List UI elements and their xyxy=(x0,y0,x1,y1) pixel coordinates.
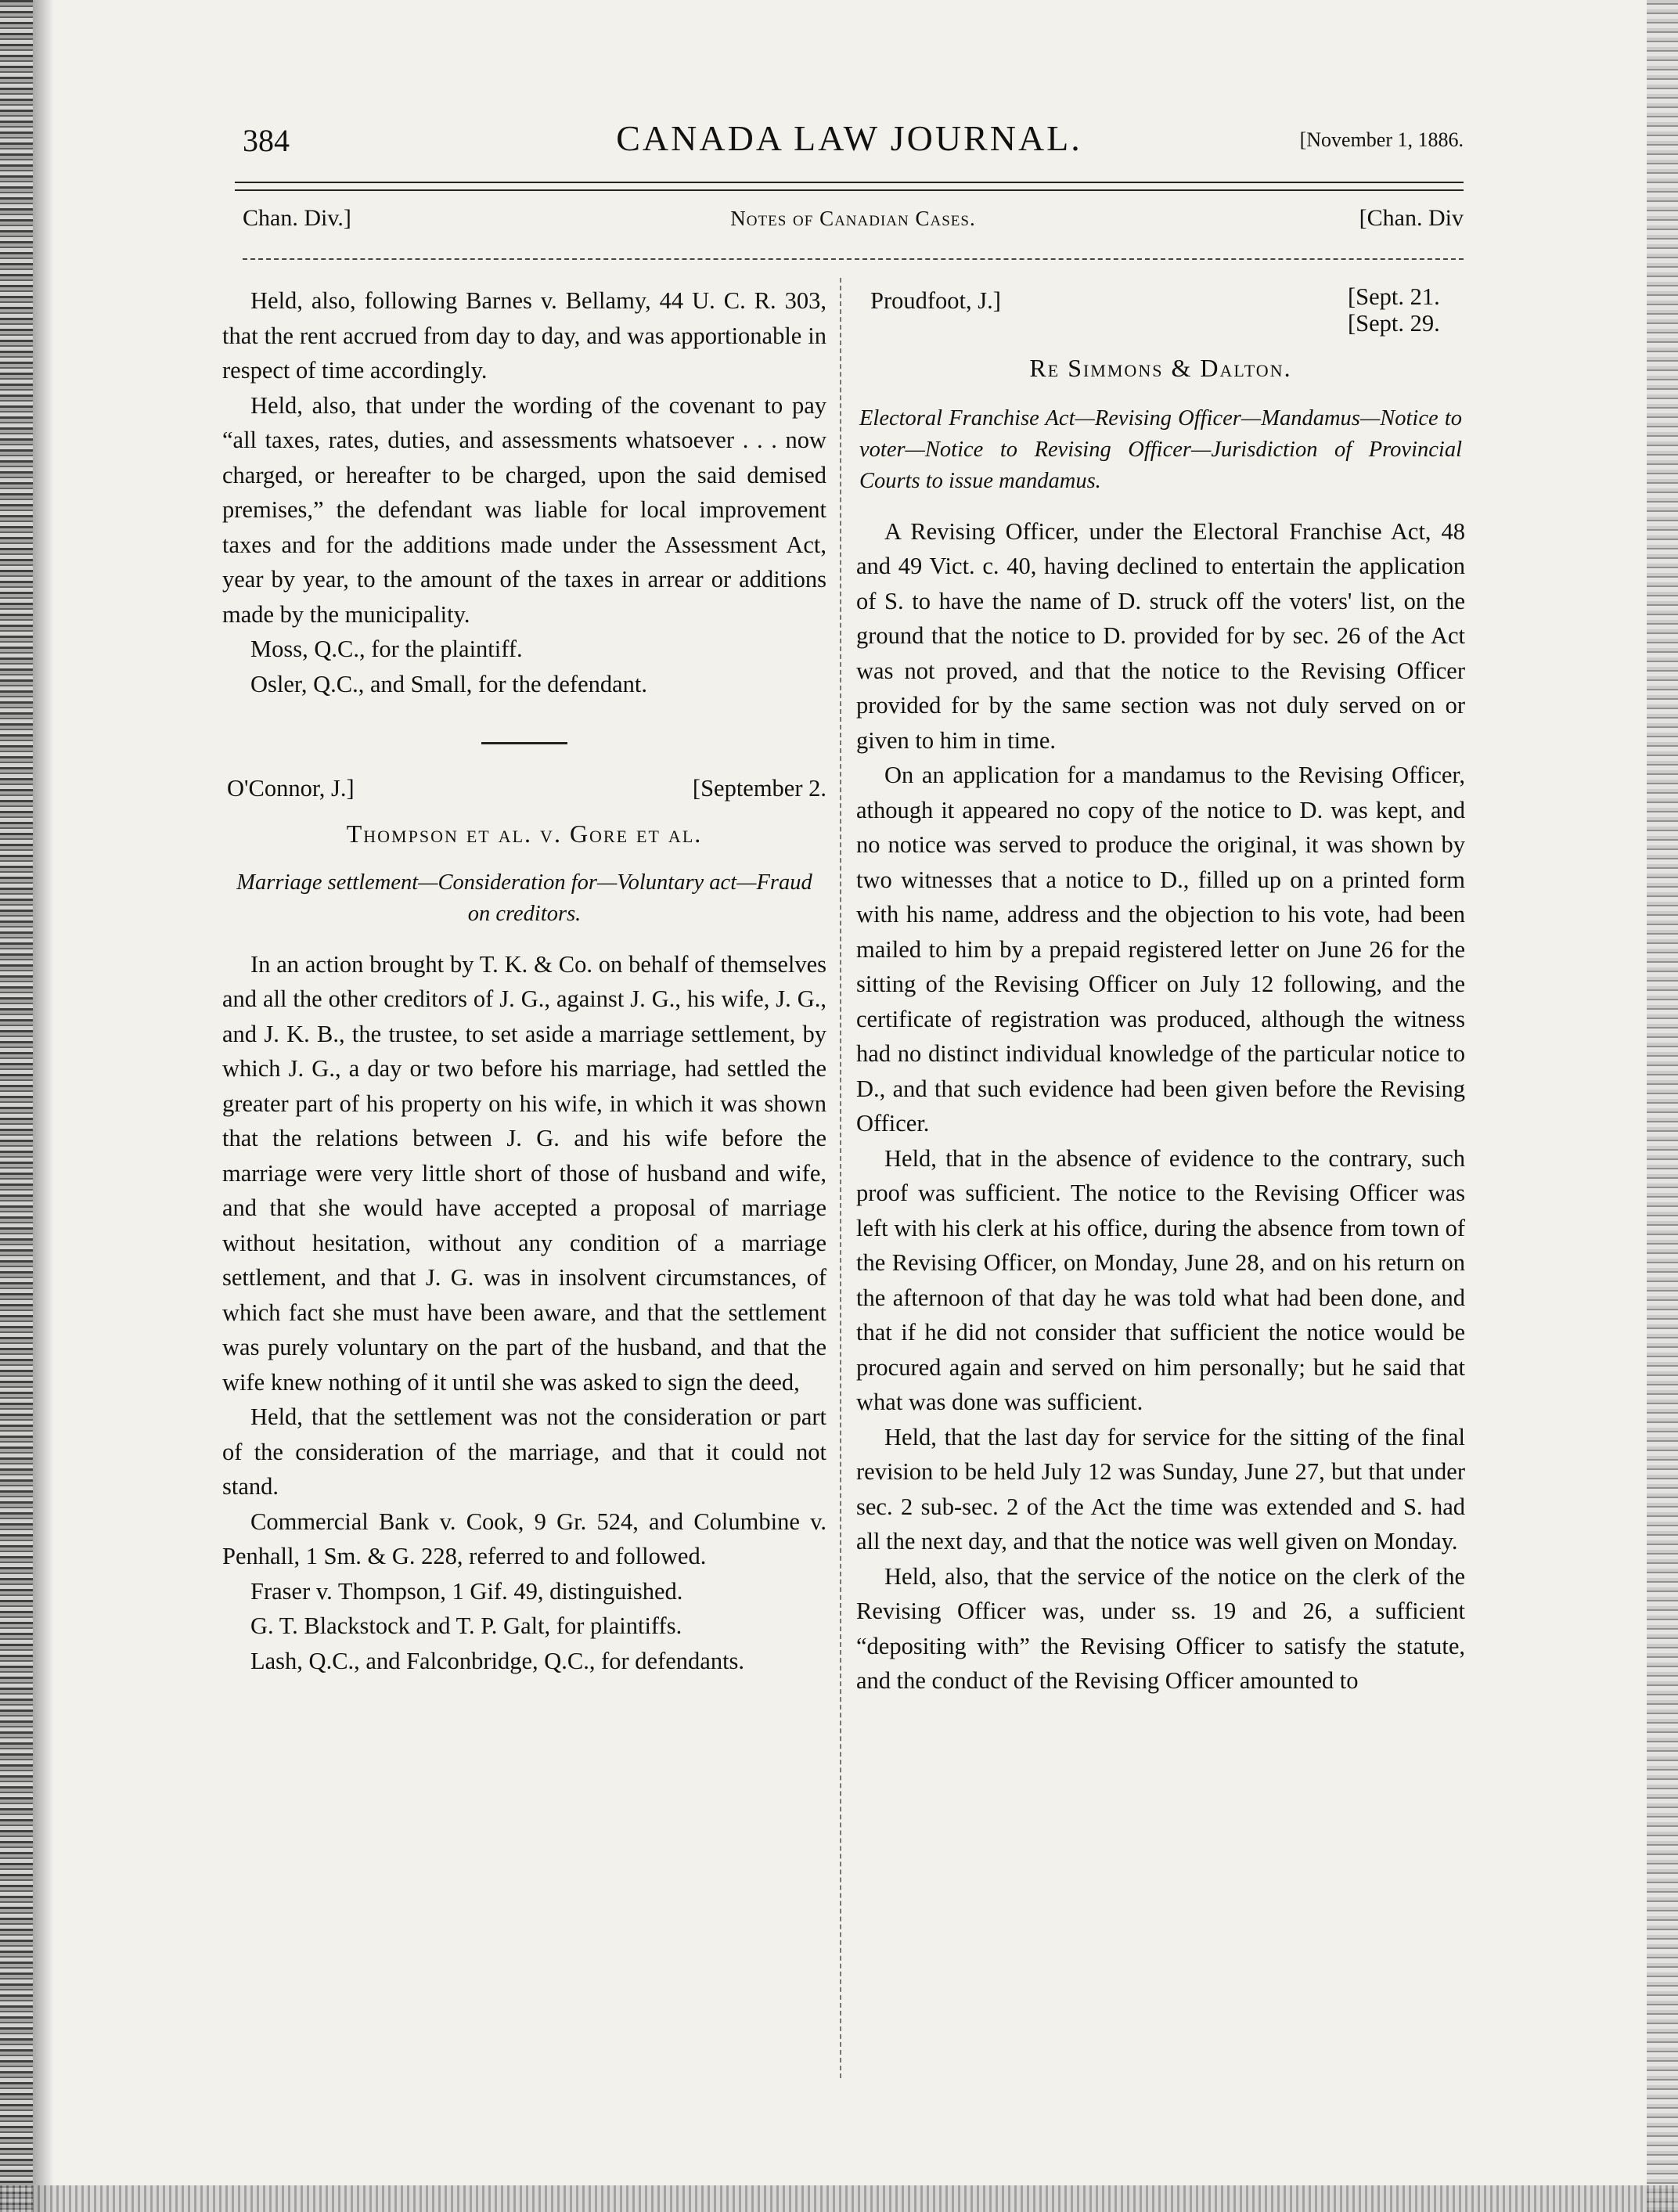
case-date: [September 2. xyxy=(692,775,826,802)
case-judge-line xyxy=(222,771,826,809)
counsel-line: Moss, Q.C., for the plaintiff. xyxy=(250,636,523,662)
journal-title: CANADA LAW JOURNAL. xyxy=(616,118,1082,158)
counsel-line: Osler, Q.C., and Small, for the defendant. xyxy=(250,670,647,697)
held-paragraph: Held, also, following Barnes v. Bellamy, 44 U. C. R. 303, that the rent accrued from day to day, and was apportionable in respect of time accordingly. xyxy=(222,287,826,384)
case-paragraph: Held, that in the absence of evidence to the contrary, such proof was sufficient. The notice to the Revising Officer was left with his clerk at his office, during the absence from town of the Revising Officer, on Monday, June 28, and on his return on the afternoon of that day he was told what had been done, and that if he did not consider that sufficient the notice would be procured again and served on him personally; but he said that what was done was sufficient. xyxy=(856,1144,1465,1415)
case-paragraph: Held, also, that the service of the notice on the clerk of the Revising Officer was, under ss. 19 and 26, a sufficient “depositing with” the Revising Officer to satisfy the statute, and the conduct of the Revising Officer amounted to xyxy=(856,1562,1465,1694)
case-date: [Sept. 29. xyxy=(1348,310,1440,337)
case-paragraph: Commercial Bank v. Cook, 9 Gr. 524, and Columbine v. Penhall, 1 Sm. & G. 228, referred to and followed. xyxy=(222,1508,826,1569)
case-paragraph: Held, that the last day for service for the sitting of the final revision to be held July 12 was Sunday, June 27, but that under sec. 2 sub-sec. 2 of the Act the time was extended and S. had all the next day, and that the notice was well given on Monday. xyxy=(856,1423,1465,1555)
counsel-line: G. T. Blackstock and T. P. Galt, for plaintiffs. xyxy=(250,1612,682,1639)
counsel-line: Lash, Q.C., and Falconbridge, Q.C., for defendants. xyxy=(250,1647,745,1674)
held-paragraph: Held, also, that under the wording of the covenant to pay “all taxes, rates, duties, and assessments whatsoever . . . now charged, or hereafter to be charged, upon the said demised premises,” the defendant was liable for local improvement taxes and for the additions made under the Assessment Act, year by year, to the amount of the taxes in arrear or additions made by the municipality. xyxy=(222,391,826,628)
case-paragraph: Held, that the settlement was not the consideration or part of the consideration of the marriage, and that it could not stand. xyxy=(222,1403,826,1500)
case-judge-line xyxy=(856,283,1465,337)
section-title: Notes of Canadian Cases. xyxy=(730,207,976,230)
binding-edge-shadow xyxy=(0,0,33,2212)
column-divider xyxy=(840,278,841,2078)
case-judge: Proudfoot, J.] xyxy=(870,287,1001,314)
case-paragraph: On an application for a mandamus to the Revising Officer, athough it appeared no copy of the notice to D. was kept, and no notice was served to produce the original, it was shown by two witnesses that a notice to D., filled up on a printed form with his name, address and the objection to his vote, had been mailed to him by a prepaid registered letter on June 26 for the sitting of the Revising Officer on July 12 following, and the certificate of registration was produced, although the witness had no distinct individual knowledge of the particular notice to D., and that such evidence had been given before the Revising Officer. xyxy=(856,762,1465,1137)
binding-gutter xyxy=(33,0,53,2212)
right-column xyxy=(856,283,1465,1699)
page-number: 384 xyxy=(243,123,290,158)
case-paragraph: A Revising Officer, under the Electoral Franchise Act, 48 and 49 Vict. c. 40, having declined to entertain the application of S. to have the name of D. struck off the voters' list, on the ground that the notice to D. provided for by sec. 26 of the Act was not proved, and that the notice to the Revising Officer provided for by the same section was not duly served on or given to him in time. xyxy=(856,517,1465,754)
section-dashed-rule xyxy=(243,258,1464,260)
section-right: [Chan. Div xyxy=(1359,205,1464,231)
section-heading xyxy=(243,205,1464,244)
case-title: Re Simmons & Dalton. xyxy=(1029,354,1292,382)
case-headnote: Electoral Franchise Act—Revising Officer—Mandamus—Notice to voter—Notice to Revising Officer—Jurisdiction of Provincial Courts to issue mandamus. xyxy=(859,405,1462,493)
case-judge: O'Connor, J.] xyxy=(227,775,355,802)
case-date: [Sept. 21. xyxy=(1348,283,1440,310)
issue-date: [November 1, 1886. xyxy=(1299,128,1464,151)
case-paragraph: In an action brought by T. K. & Co. on behalf of themselves and all the other creditors of J. G., against J. G., his wife, J. G., and J. K. B., the trustee, to set aside a marriage settlement, by which J. G., a day or two before his marriage, had settled the greater part of his property on his wife, in which it was shown that the relations between J. G. and his wife before the marriage were very little short of those of husband and wife, and that she would have accepted a proposal of marriage without hesitation, without any condition of a marriage settlement, and that J. G. was in insolvent circumstances, of which fact she must have been aware, and that the settlement was purely voluntary on the part of the husband, and that the wife knew nothing of it until she was asked to sign the deed, xyxy=(222,950,826,1396)
running-head xyxy=(235,117,1464,172)
case-title: Thompson et al. v. Gore et al. xyxy=(346,820,703,848)
section-left: Chan. Div.] xyxy=(243,205,351,231)
bottom-edge-shadow xyxy=(0,2185,1678,2212)
left-column xyxy=(222,283,826,1678)
case-dates xyxy=(1348,283,1465,337)
case-separator xyxy=(481,742,567,744)
header-double-rule xyxy=(235,182,1464,191)
right-edge-shadow xyxy=(1647,0,1678,2212)
case-paragraph: Fraser v. Thompson, 1 Gif. 49, distinguished. xyxy=(250,1577,683,1605)
case-headnote: Marriage settlement—Consideration for—Voluntary act—Fraud on creditors. xyxy=(236,870,812,926)
